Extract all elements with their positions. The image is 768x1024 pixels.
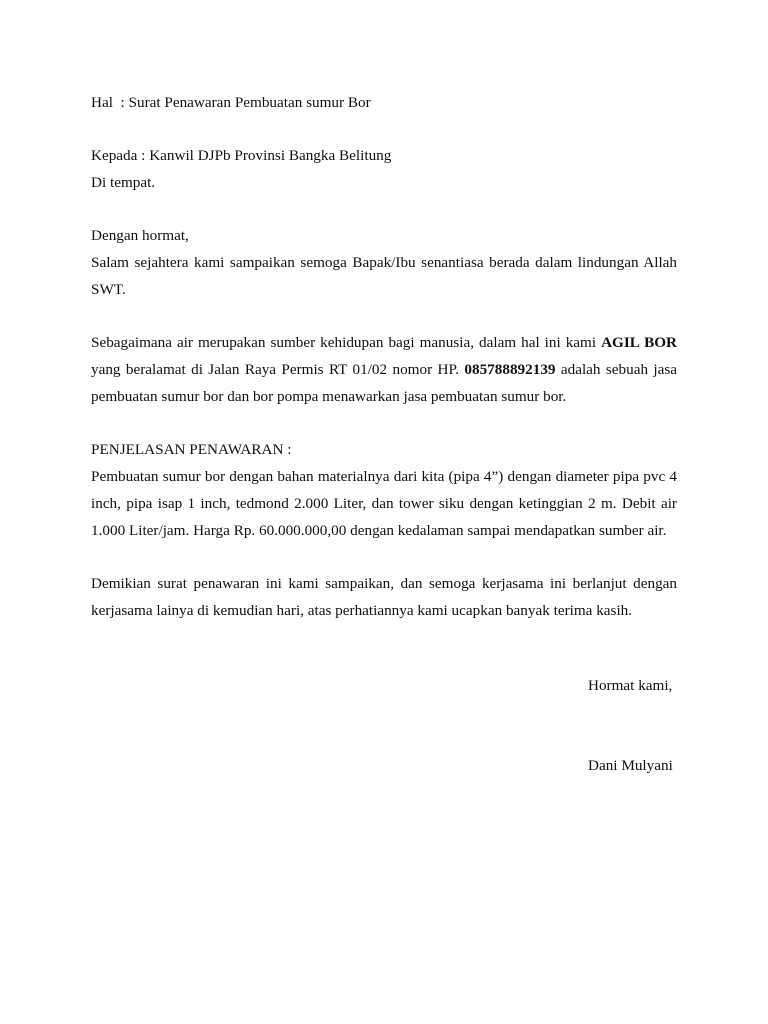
place-line: Di tempat. <box>91 174 156 191</box>
offer-heading: PENJELASAN PENAWARAN : <box>91 441 292 458</box>
intro-paragraph <box>91 329 677 410</box>
greeting: Dengan hormat, <box>91 227 189 244</box>
closing-paragraph: Demikian surat penawaran ini kami sampaikan, dan semoga kerjasama ini berlanjut dengan kerjasama lainya di kemudian hari, atas perhatiannya kami ucapkan banyak terima kasih. <box>91 575 677 619</box>
intro-text-1: Sebagaimana air merupakan sumber kehidupan bagi manusia, dalam hal ini kami <box>91 334 602 351</box>
intro-text-3: adalah sebuah jasa pembuatan sumur bor dan bor pompa menawarkan jasa pembuatan sumur bor. <box>91 361 678 405</box>
salutation-paragraph: Salam sejahtera kami sampaikan semoga Bapak/Ibu senantiasa berada dalam lindungan Allah SWT. <box>91 254 677 298</box>
subject-line: Hal : Surat Penawaran Pembuatan sumur Bor <box>91 94 371 111</box>
closing-phrase: Hormat kami, <box>588 677 673 694</box>
company-name: AGIL BOR <box>601 334 677 351</box>
recipient-line: Kepada : Kanwil DJPb Provinsi Bangka Belitung <box>91 147 392 164</box>
phone-number: 085788892139 <box>464 361 556 378</box>
letter-body <box>91 89 677 624</box>
signer-name: Dani Mulyani <box>588 757 673 774</box>
intro-text-2: yang beralamat di Jalan Raya Permis RT 01/02 nomor HP. <box>91 361 465 378</box>
offer-paragraph: Pembuatan sumur bor dengan bahan materialnya dari kita (pipa 4”) dengan diameter pipa pvc 4 inch, pipa isap 1 inch, tedmond 2.000 Liter, dan tower siku dengan ketinggian 2 m. Debit air 1.000 Liter/jam. Harga Rp. 60.000.000,00 dengan kedalaman sampai mendapatkan sumber air. <box>91 468 677 539</box>
